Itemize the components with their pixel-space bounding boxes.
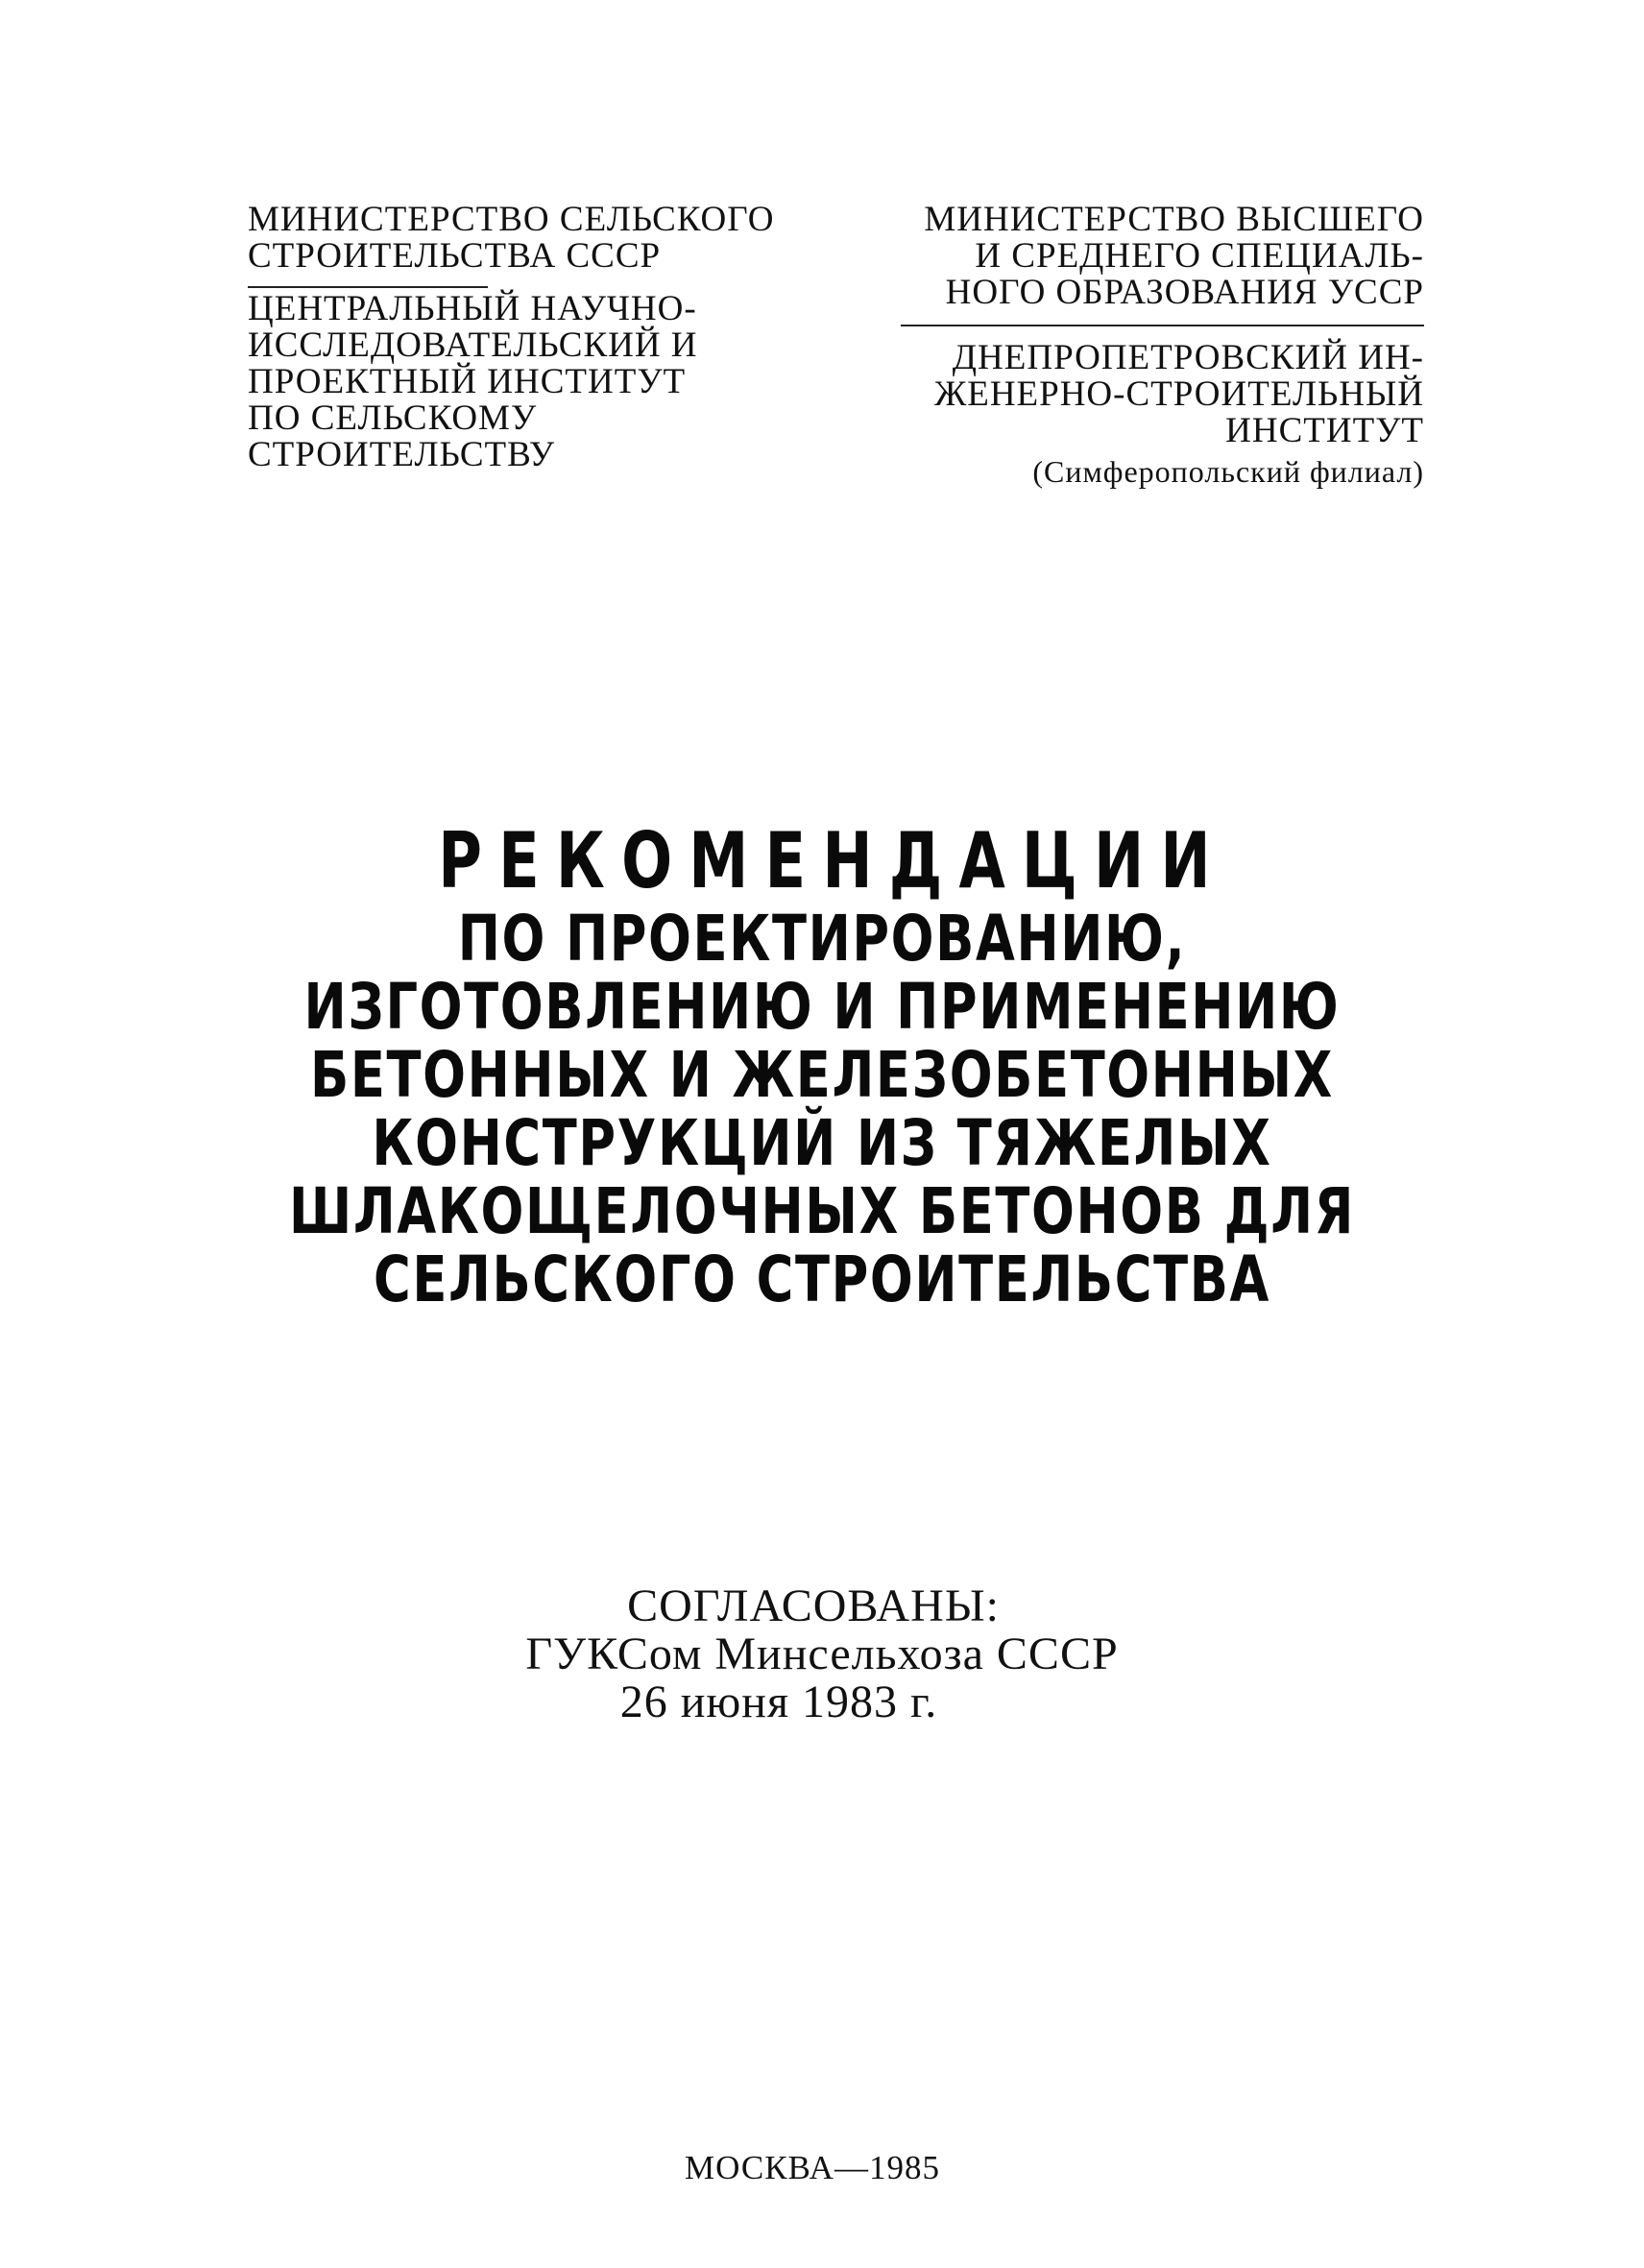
approval-label: СОГЛАСОВАНЫ:	[627, 1580, 1000, 1631]
left-ministry-line: СТРОИТЕЛЬСТВА СССР	[248, 236, 662, 276]
right-institute-line: ДНЕПРОПЕТРОВСКИЙ ИН-	[952, 338, 1424, 377]
title-heading: РЕКОМЕНДАЦИИ	[438, 816, 1227, 905]
approval-authority: ГУКСом Минсельхоза СССР	[525, 1629, 1119, 1679]
title-line: КОНСТРУКЦИЙ ИЗ ТЯЖЕЛЫХ	[372, 1106, 1272, 1180]
left-institute-line: ПО СЕЛЬСКОМУ	[248, 398, 538, 438]
right-ministry-line: И СРЕДНЕГО СПЕЦИАЛЬ-	[975, 236, 1424, 276]
left-divider	[248, 286, 488, 288]
title-line: БЕТОННЫХ И ЖЕЛЕЗОБЕТОННЫХ	[310, 1038, 1334, 1112]
left-ministry-line: МИНИСТЕРСТВО СЕЛЬСКОГО	[248, 200, 775, 239]
title-line: ИЗГОТОВЛЕНИЮ И ПРИМЕНЕНИЮ	[303, 970, 1341, 1044]
right-ministry-line: МИНИСТЕРСТВО ВЫСШЕГО	[924, 200, 1424, 239]
left-organization-block	[248, 202, 824, 473]
right-organization-block	[864, 202, 1424, 490]
right-institute-line: ИНСТИТУТ	[1225, 411, 1424, 450]
right-ministry-line: НОГО ОБРАЗОВАНИЯ УССР	[945, 273, 1424, 312]
left-institute-line: СТРОИТЕЛЬСТВУ	[248, 435, 556, 474]
right-institute-line: ЖЕНЕРНО-СТРОИТЕЛЬНЫЙ	[934, 374, 1424, 414]
imprint-footer: МОСКВА—1985	[685, 2149, 940, 2186]
right-divider	[901, 325, 1424, 326]
approval-date: 26 июня 1983 г.	[619, 1677, 938, 1727]
left-institute-line: ПРОЕКТНЫЙ ИНСТИТУТ	[248, 362, 687, 401]
title-line: ПО ПРОЕКТИРОВАНИЮ,	[457, 902, 1187, 976]
document-title	[0, 818, 1644, 1314]
left-institute-line: ЦЕНТРАЛЬНЫЙ НАУЧНО-	[248, 289, 697, 328]
branch-subtitle: (Симферопольский филиал)	[1032, 454, 1424, 489]
left-institute-line: ИССЛЕДОВАТЕЛЬСКИЙ И	[248, 326, 698, 365]
title-line: СЕЛЬСКОГО СТРОИТЕЛЬСТВА	[373, 1243, 1271, 1316]
approval-block	[0, 1582, 1644, 1726]
title-line: ШЛАКОЩЕЛОЧНЫХ БЕТОНОВ ДЛЯ	[289, 1174, 1355, 1248]
